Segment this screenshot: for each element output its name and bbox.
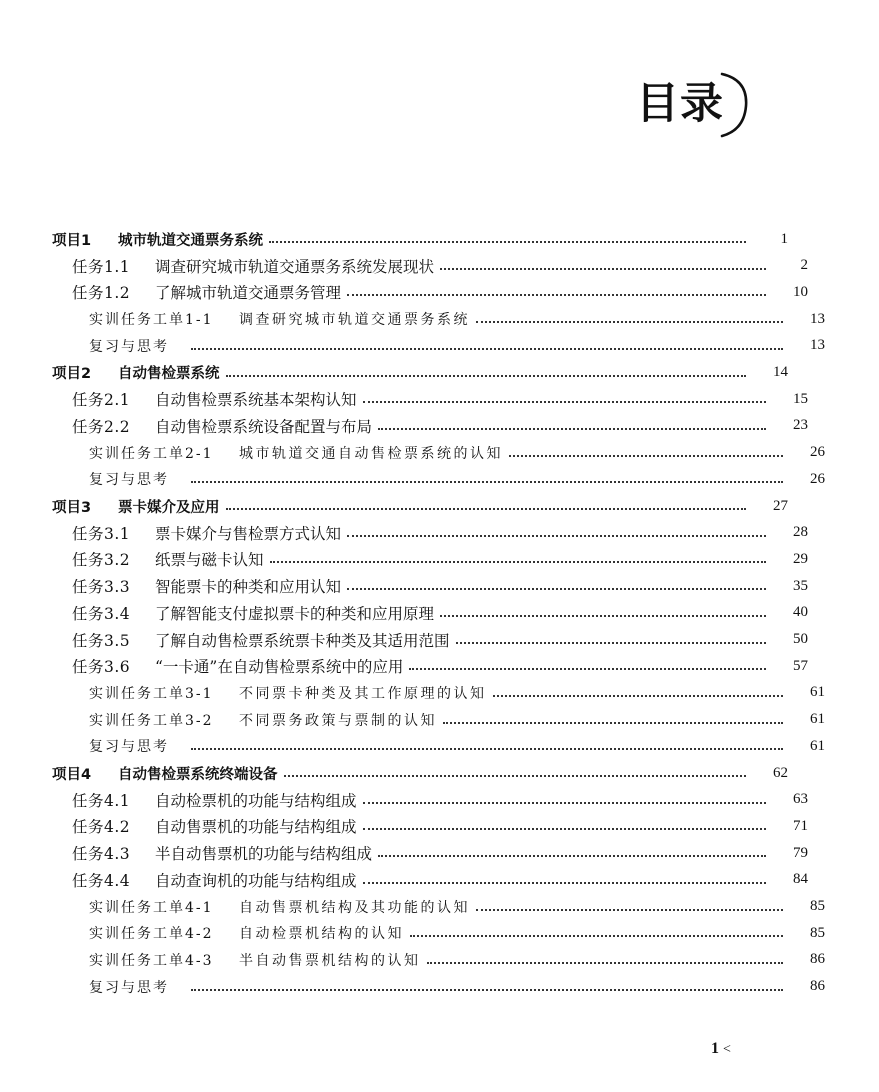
toc-entry-page: 79 xyxy=(793,844,808,861)
toc-entry-title: 自动售票机的功能与结构组成 xyxy=(155,818,357,837)
toc-entry-page: 85 xyxy=(810,924,825,941)
dot-leader xyxy=(443,722,783,724)
toc-entry-number: 任务3.6 xyxy=(72,658,131,677)
toc-entry-task[interactable] xyxy=(0,253,862,279)
toc-entry-title: 了解城市轨道交通票务管理 xyxy=(155,284,342,303)
toc-entry-page: 86 xyxy=(810,978,825,995)
toc-entry-page: 50 xyxy=(793,631,808,647)
dot-leader xyxy=(509,455,783,457)
toc-entry-title: 城市轨道交通票务系统 xyxy=(118,232,263,249)
dot-leader xyxy=(226,508,747,510)
toc-entry-title: 了解智能支付虚拟票卡的种类和应用原理 xyxy=(155,604,435,623)
toc-entry-task[interactable] xyxy=(0,867,862,893)
toc-entry-number: 实训任务工单1-1 xyxy=(89,312,214,329)
toc-entry-title: 调查研究城市轨道交通票务系统发展现状 xyxy=(155,257,435,276)
toc-entry-title: 票卡媒介及应用 xyxy=(118,499,220,516)
toc-entry-page: 61 xyxy=(810,737,825,754)
toc-entry-task[interactable] xyxy=(0,787,862,813)
toc-entry-page: 85 xyxy=(810,898,825,914)
toc-entry-title: 纸票与磁卡认知 xyxy=(155,551,264,570)
toc-entry-sub[interactable] xyxy=(0,707,879,733)
toc-entry-page: 40 xyxy=(793,604,808,621)
toc-entry-page: 27 xyxy=(773,497,788,514)
toc-entry-title: 自动售检票系统设备配置与布局 xyxy=(155,417,373,436)
toc-entry-page: 26 xyxy=(810,444,825,461)
toc-entry-number: 复习与思考 xyxy=(89,739,169,756)
toc-entry-number: 实训任务工单3-2 xyxy=(89,712,214,729)
dot-leader xyxy=(427,962,784,964)
toc-entry-number: 项目2 xyxy=(52,366,92,382)
toc-entry-sub[interactable] xyxy=(0,306,879,332)
toc-entry-number: 实训任务工单3-1 xyxy=(89,685,214,702)
dot-leader xyxy=(347,535,766,537)
toc-entry-sub[interactable] xyxy=(0,440,879,466)
toc-entry-number: 任务3.3 xyxy=(72,578,131,597)
toc-entry-page: 61 xyxy=(810,711,825,728)
dot-leader xyxy=(410,935,783,937)
toc-entry-task[interactable] xyxy=(0,813,862,839)
dot-leader xyxy=(270,561,766,563)
toc-entry-task[interactable] xyxy=(0,840,862,866)
toc-entry-number: 任务3.2 xyxy=(72,551,131,570)
toc-entry-title: “一卡通”在自动售检票系统中的应用 xyxy=(155,658,404,677)
toc-entry-page: 62 xyxy=(773,764,788,781)
toc-entry-title: 自动售检票系统基本架构认知 xyxy=(155,391,357,410)
toc-entry-title: 智能票卡的种类和应用认知 xyxy=(155,578,342,597)
toc-entry-page: 26 xyxy=(810,470,825,487)
toc-entry-sub[interactable] xyxy=(0,920,879,946)
toc-entry-page: 86 xyxy=(810,951,825,968)
dot-leader xyxy=(191,348,783,350)
toc-entry-task[interactable] xyxy=(0,573,862,599)
toc-entry-number: 任务3.5 xyxy=(72,631,131,650)
page-title: 目录 xyxy=(636,79,724,129)
toc-header xyxy=(636,70,748,140)
toc-entry-title: 不同票卡种类及其工作原理的认知 xyxy=(239,685,487,702)
toc-entry-number: 实训任务工单4-3 xyxy=(89,952,214,969)
toc-entry-number: 复习与思考 xyxy=(89,338,169,355)
toc-entry-review[interactable] xyxy=(0,974,879,1000)
toc-entry-page: 10 xyxy=(793,283,808,300)
dot-leader xyxy=(363,401,766,403)
toc-entry-review[interactable] xyxy=(0,466,879,492)
toc-entry-number: 任务4.1 xyxy=(72,791,131,810)
toc-entry-sub[interactable] xyxy=(0,947,879,973)
page-marker-icon: < xyxy=(723,1042,731,1057)
dot-leader xyxy=(476,909,783,911)
toc-entry-title: 自动售检票系统 xyxy=(118,366,220,382)
toc-entry-number: 实训任务工单2-1 xyxy=(89,445,214,462)
toc-entry-number: 项目1 xyxy=(52,232,92,249)
dot-leader xyxy=(363,802,766,804)
toc-entry-number: 任务2.1 xyxy=(72,391,131,410)
dot-leader xyxy=(440,268,766,270)
toc-entry-page: 28 xyxy=(793,524,808,541)
toc-entry-page: 23 xyxy=(793,417,808,434)
page-footer xyxy=(711,1040,731,1058)
toc-entry-page: 84 xyxy=(793,871,808,888)
toc-entry-page: 1 xyxy=(780,230,788,247)
toc-entry-number: 任务4.3 xyxy=(72,845,131,864)
toc-entry-page: 61 xyxy=(810,684,825,701)
toc-entry-title: 票卡媒介与售检票方式认知 xyxy=(155,524,342,543)
toc-entry-project[interactable] xyxy=(0,760,842,786)
toc-entry-number: 复习与思考 xyxy=(89,472,169,489)
toc-entry-task[interactable] xyxy=(0,520,862,546)
toc-entry-task[interactable] xyxy=(0,546,862,572)
toc-entry-sub[interactable] xyxy=(0,680,879,706)
toc-entry-number: 实训任务工单4-2 xyxy=(89,926,214,943)
toc-entry-sub[interactable] xyxy=(0,894,879,920)
toc-entry-number: 项目3 xyxy=(52,499,92,516)
toc-entry-project[interactable] xyxy=(0,226,842,252)
toc-entry-title: 自动售票机结构及其功能的认知 xyxy=(239,899,470,916)
toc-entry-number: 任务3.1 xyxy=(72,524,131,543)
toc-entry-page: 63 xyxy=(793,791,808,808)
dot-leader xyxy=(476,321,783,323)
dot-leader xyxy=(191,989,783,991)
dot-leader xyxy=(409,668,766,670)
toc-entry-number: 任务3.4 xyxy=(72,604,131,623)
toc-entry-number: 任务4.4 xyxy=(72,871,131,890)
dot-leader xyxy=(378,428,766,430)
toc-entry-number: 项目4 xyxy=(52,766,92,783)
dot-leader xyxy=(347,588,766,590)
toc-entry-title: 自动查询机的功能与结构组成 xyxy=(155,871,357,890)
dot-leader xyxy=(493,695,784,697)
dot-leader xyxy=(284,775,747,777)
toc-entry-project[interactable] xyxy=(0,493,842,519)
toc-entry-title: 了解自动售检票系统票卡种类及其适用范围 xyxy=(155,631,450,650)
dot-leader xyxy=(363,828,766,830)
toc-entry-title: 半自动售票机结构的认知 xyxy=(239,952,421,969)
toc-entry-review[interactable] xyxy=(0,733,879,759)
toc-entry-title: 调查研究城市轨道交通票务系统 xyxy=(239,312,470,329)
toc-entry-task[interactable] xyxy=(0,653,862,679)
toc-entry-title: 不同票务政策与票制的认知 xyxy=(239,712,437,729)
toc-entry-page: 57 xyxy=(793,657,808,674)
dot-leader xyxy=(347,294,766,296)
toc-entry-task[interactable] xyxy=(0,627,862,653)
toc-entry-page: 13 xyxy=(810,337,825,354)
toc-entry-project[interactable] xyxy=(0,360,842,386)
toc-entry-title: 自动检票机结构的认知 xyxy=(239,926,404,943)
toc-entry-number: 任务4.2 xyxy=(72,818,131,837)
dot-leader xyxy=(378,855,766,857)
toc-entry-task[interactable] xyxy=(0,279,862,305)
dot-leader xyxy=(440,615,766,617)
toc-entry-number: 实训任务工单4-1 xyxy=(89,899,214,916)
toc-entry-task[interactable] xyxy=(0,413,862,439)
toc-entry-page: 29 xyxy=(793,550,808,567)
dot-leader xyxy=(226,375,747,377)
dot-leader xyxy=(191,481,783,483)
toc-entry-page: 13 xyxy=(810,310,825,327)
dot-leader xyxy=(363,882,766,884)
toc-entry-title: 自动检票机的功能与结构组成 xyxy=(155,791,357,810)
toc-entry-page: 35 xyxy=(793,577,808,594)
page-number: 1 xyxy=(711,1040,719,1057)
toc-entry-number: 任务1.1 xyxy=(72,257,131,276)
toc-entry-review[interactable] xyxy=(0,333,879,359)
toc-entry-task[interactable] xyxy=(0,600,862,626)
toc-entry-title: 自动售检票系统终端设备 xyxy=(118,766,278,783)
toc-entry-title: 城市轨道交通自动售检票系统的认知 xyxy=(239,445,503,462)
toc-entry-page: 14 xyxy=(773,364,788,380)
dot-leader xyxy=(191,748,783,750)
dot-leader xyxy=(456,642,766,644)
toc-entry-title: 半自动售票机的功能与结构组成 xyxy=(155,845,373,864)
toc-entry-number: 任务2.2 xyxy=(72,417,131,436)
dot-leader xyxy=(269,241,746,243)
toc-entry-task[interactable] xyxy=(0,386,862,412)
toc-entry-page: 71 xyxy=(793,817,808,834)
toc-entry-page: 15 xyxy=(793,390,808,407)
toc-entry-page: 2 xyxy=(800,257,808,274)
toc-entry-number: 任务1.2 xyxy=(72,284,131,303)
toc-entry-number: 复习与思考 xyxy=(89,979,169,996)
